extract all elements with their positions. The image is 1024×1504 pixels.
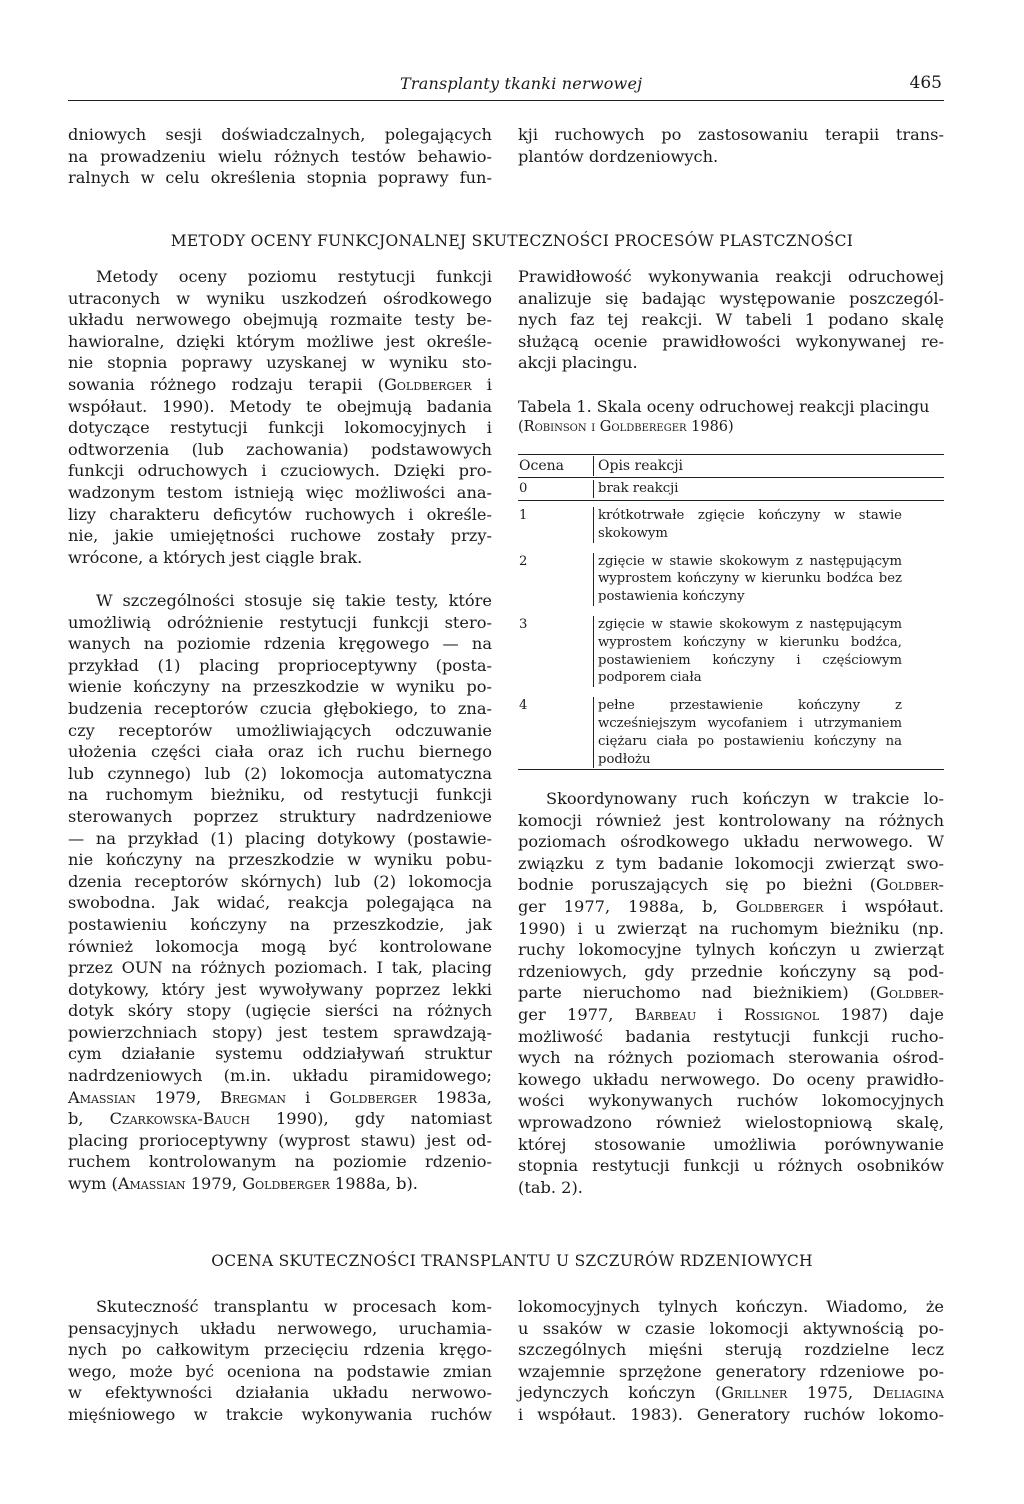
text-line: dotykowy, który jest wywoływany poprzez lekki <box>68 979 492 999</box>
text-line: wienie kończyny na przeszkodzie w wyniku po- <box>68 677 492 697</box>
table-caption-citation: (Robinson i Goldbereger 1986) <box>518 419 734 435</box>
text-line: układu nerwowego obejmują rozmaite testy be- <box>68 310 492 330</box>
text-line: wego, może być oceniona na podstawie zmian <box>68 1361 492 1381</box>
text-line: na ruchomym bieżniku, od restytucji funkcji <box>68 785 492 805</box>
text-line: związku z tym badanie lokomocji zwierząt swo- <box>518 853 945 873</box>
table-caption <box>518 396 944 438</box>
text-line: Prawidłowość wykonywania reakcji odruchowej <box>518 267 944 286</box>
text-line: współaut. 1990). Metody te obejmują badania <box>68 396 492 416</box>
text-line: nie, jakie umiejętności ruchowe zostały przy- <box>68 526 492 546</box>
text-line: komocji również jest kontrolowany na różnych <box>518 810 945 830</box>
section-heading-methods: METODY OCENY FUNKCJONALNEJ SKUTECZNOŚCI PROCESÓW PLASTCZNOŚCI <box>170 232 854 250</box>
text-line: Amassian 1979, Bregman i Goldberger 1983a, <box>68 1087 492 1107</box>
text-line: funkcji odruchowych i czuciowych. Dzięki pro- <box>68 461 492 481</box>
table-cell-description: brak reakcji <box>593 480 944 498</box>
table-cell-score: 0 <box>519 481 528 497</box>
table-row <box>518 478 944 501</box>
text-line: (tab. 2). <box>518 1177 583 1197</box>
page-header <box>68 70 944 101</box>
placing-scale-table <box>518 454 944 770</box>
table-cell-score: 2 <box>519 553 528 569</box>
table-cell-score: 1 <box>519 508 528 523</box>
text-line: dotyk skóry stopy (ugięcie sierści na różnych <box>68 1001 493 1021</box>
text-line: ułożenia części ciała oraz ich ruchu biernego <box>68 742 492 762</box>
text-line: stopnia restytucji funkcji u różnych osobników <box>518 1156 944 1176</box>
text-line: wym (Amassian 1979, Goldberger 1988a, b). <box>68 1174 418 1194</box>
text-line: ralnych w celu określenia stopnia poprawy fun- <box>68 168 492 188</box>
text-line: dzenia receptorów skórnych) lub (2) lokomocja <box>68 871 492 891</box>
text-line: czy receptorów umożliwiających odczuwanie <box>68 720 492 740</box>
text-line: wrócone, a których jest ciągle brak. <box>68 547 363 567</box>
text-line: — na przykład (1) placing dotykowy (postawie- <box>68 828 492 848</box>
section-heading-transplant: OCENA SKUTECZNOŚCI TRANSPLANTU U SZCZURÓW RDZENIOWYCH <box>211 1252 813 1270</box>
text-line: budzenia receptorów czucia głębokiego, to zna- <box>68 698 492 718</box>
text-line: utraconych w wyniku uszkodzeń ośrodkowego <box>68 288 492 308</box>
text-line: 1990) i u zwierząt na ruchomym bieżniku (np. <box>518 918 945 938</box>
top-right-paragraph <box>518 124 944 167</box>
text-line: możliwość badania restytucji funkcji rucho- <box>518 1026 944 1046</box>
text-line: służącą ocenie prawidłowości wykonywanej re- <box>518 331 944 351</box>
text-line: ger 1977, Barbeau i Rossignol 1987) daje <box>518 1004 944 1024</box>
text-line: nych faz tej reakcji. W tabeli 1 podano skalę <box>518 310 945 330</box>
transplant-paragraph-right <box>518 1296 944 1426</box>
text-line: szczególnych mięśni sterują rozdzielne lecz <box>518 1340 945 1360</box>
table-caption-title: Tabela 1. Skala oceny odruchowej reakcji placingu <box>518 397 930 416</box>
table-header-row <box>518 455 944 478</box>
text-line: wanych na poziomie rdzenia kręgowego — na <box>68 634 492 654</box>
table-header-score: Ocena <box>519 458 564 475</box>
text-line: dotyczące restytucji funkcji lokomocyjnych i <box>68 418 492 438</box>
text-line: kowego układu nerwowego. Do oceny prawidło- <box>518 1069 945 1089</box>
text-line: w efektywności działania układu nerwowo- <box>68 1383 493 1403</box>
text-line: kji ruchowych po zastosowaniu terapii trans- <box>518 125 944 144</box>
text-line: hawioralne, dzięki którym możliwe jest określe- <box>68 331 492 351</box>
text-line: swobodna. Jak widać, reakcja polegająca na <box>68 893 492 913</box>
locomotion-paragraph <box>518 788 944 1198</box>
text-line: również lokomocja mogą być kontrolowane <box>68 936 492 956</box>
table-cell-description: krótkotrwałe zgięcie kończyny w stawie skokowym <box>593 507 944 543</box>
methods-paragraph-2 <box>68 590 492 1195</box>
page-number: 465 <box>909 73 942 93</box>
reflex-paragraph <box>518 266 944 374</box>
table-cell-description: zgięcie w stawie skokowym z następującym wyprostem kończyny w kierunku bodźca bez postawienia kończyny <box>593 553 944 606</box>
text-line: dniowych sesji doświadczalnych, polegających <box>68 125 492 144</box>
text-line: ger 1977, 1988a, b, Goldberger i współaut. <box>518 896 944 916</box>
text-line: Metody oceny poziomu restytucji funkcji <box>96 267 492 286</box>
text-line: u ssaków w czasie lokomocji aktywnością po- <box>518 1318 944 1338</box>
text-line: cym działanie systemu oddziaływań struktur <box>68 1044 492 1064</box>
table-row <box>518 697 944 769</box>
running-title: Transplanty tkanki nerwowej <box>400 74 643 93</box>
text-line: umożliwią odróżnienie restytucji funkcji stero- <box>68 612 492 632</box>
text-line: ruchy lokomocyjne tylnych kończyn u zwierząt <box>518 940 944 960</box>
text-line: lizy charakteru deficytów ruchowych i określe- <box>68 504 492 524</box>
text-line: odtworzenia (lub zachowania) podstawowych <box>68 439 492 459</box>
transplant-paragraph-left <box>68 1296 492 1426</box>
top-left-paragraph <box>68 124 492 189</box>
text-line: sowania różnego rodzaju terapii (Goldberger i <box>68 374 492 394</box>
text-line: lub czynnego) lub (2) lokomocja automatyczna <box>68 763 493 783</box>
table-cell-description: pełne przestawienie kończyny z wcześniejszym wycofaniem i utrzymaniem ciężaru ciała po postawieniu kończyny na podłożu <box>593 697 944 768</box>
text-line: sterowanych poprzez struktury nadrdzeniowe <box>68 806 492 826</box>
text-line: przykład (1) placing proprioceptywny (posta- <box>68 655 492 675</box>
text-line: wadzonym testom istnieją więc możliwości ana- <box>68 482 492 502</box>
text-line: b, Czarkowska-Bauch 1990), gdy natomiast <box>68 1109 492 1129</box>
text-line: na prowadzeniu wielu różnych testów behawio- <box>68 146 493 166</box>
table-cell-description: zgięcie w stawie skokowym z następującym wyprostem kończyny w kierunku bodźca, postawieniem kończyny i częściowym podporem ciała <box>593 616 944 687</box>
text-line: Skuteczność transplantu w procesach kom- <box>96 1297 492 1316</box>
table-row <box>518 553 944 606</box>
text-line: parte nieruchomo nad bieżnikiem) (Goldber- <box>518 983 944 1003</box>
text-line: Skoordynowany ruch kończyn w trakcie lo- <box>546 789 944 808</box>
text-line: poziomach ośrodkowego układu nerwowego. W <box>518 832 944 852</box>
text-line: mięśniowego w trakcie wykonywania ruchów <box>68 1404 492 1424</box>
text-line: postawieniu kończyny na przeszkodzie, jak <box>68 914 492 934</box>
text-line: nadrdzeniowych (m.in. układu piramidowego; <box>68 1066 492 1086</box>
text-line: wości wykonywanych ruchów lokomocyjnych <box>518 1091 944 1111</box>
text-line: bodnie poruszających się po bieżni (Goldber- <box>518 875 944 895</box>
text-line: nych po całkowitym przecięciu rdzenia kręgo- <box>68 1340 492 1360</box>
text-line: lokomocyjnych tylnych kończyn. Wiadomo, że <box>518 1297 945 1316</box>
text-line: powierzchniach stopy) jest testem sprawdzają- <box>68 1022 492 1042</box>
table-cell-score: 4 <box>519 698 528 714</box>
text-line: wzajemnie sprzężone generatory rdzeniowe po- <box>518 1361 944 1381</box>
text-line: wprowadzono również wielostopniową skalę, <box>518 1112 944 1132</box>
methods-paragraph-1 <box>68 266 492 568</box>
text-line: wych na różnych poziomach sterowania ośrod- <box>518 1048 945 1068</box>
table-row <box>518 616 944 687</box>
text-line: rdzeniowych, gdy przednie kończyny są pod- <box>518 961 944 981</box>
text-line: i współaut. 1983). Generatory ruchów lokomo- <box>518 1404 944 1424</box>
table-header-description: Opis reakcji <box>593 456 944 476</box>
table-row <box>518 507 944 543</box>
text-line: przez OUN na różnych poziomach. I tak, placing <box>68 958 492 978</box>
text-line: plantów dordzeniowych. <box>518 146 719 166</box>
text-line: której stosowanie umożliwia porównywanie <box>518 1134 944 1154</box>
text-line: nie stopnia poprawy uzyskanej w wyniku sto- <box>68 353 492 373</box>
text-line: nie kończyny na przeszkodzie w wyniku pobu- <box>68 850 492 870</box>
table-cell-score: 3 <box>519 616 528 632</box>
text-line: ruchem kontrolowanym na poziomie rdzenio- <box>68 1152 493 1172</box>
text-line: akcji placingu. <box>518 353 638 373</box>
table-body <box>518 478 944 769</box>
text-line: pensacyjnych układu nerwowego, uruchamia- <box>68 1318 492 1338</box>
text-line: analizuje się badając występowanie poszczegól- <box>518 288 944 308</box>
text-line: jedynczych kończyn (Grillner 1975, Deliagina <box>518 1383 944 1403</box>
text-line: W szczególności stosuje się takie testy, które <box>96 591 492 610</box>
text-line: placing prorioceptywny (wyprost stawu) jest od- <box>68 1130 492 1150</box>
